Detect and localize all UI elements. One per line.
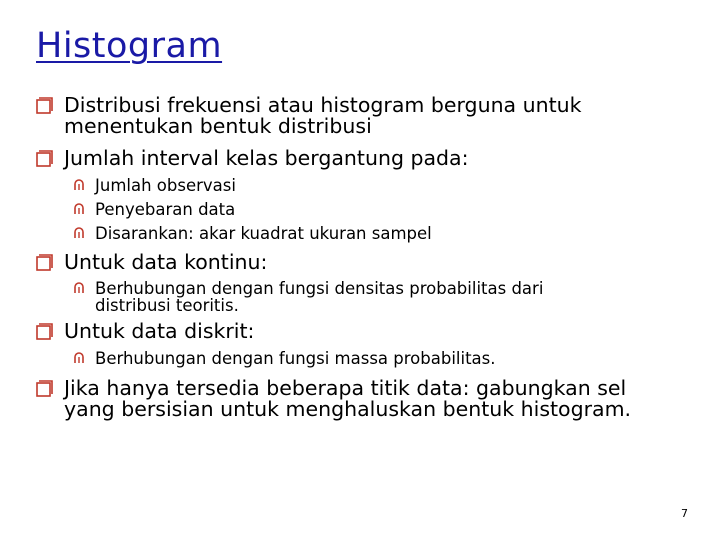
ring-bullet-icon [73,227,85,239]
square-bullet-icon [36,150,53,167]
ring-bullet-icon [73,282,85,294]
bullet-text: Untuk data kontinu: [64,250,268,274]
square-bullet-icon [36,254,53,271]
square-bullet-icon [36,380,53,397]
ring-bullet-icon [73,179,85,191]
sub-bullet-item [73,225,695,242]
square-bullet-icon [36,323,53,340]
sub-bullet-text: Jumlah observasi [95,176,236,195]
sub-bullet-item [73,201,695,218]
slide-title: Histogram [36,26,223,66]
bullet-text: Jumlah interval kelas bergantung pada: [64,146,469,170]
sub-bullet-text: Berhubungan dengan fungsi massa probabilitas. [95,349,496,368]
ring-bullet-icon [73,352,85,364]
page-number: 7 [681,507,688,520]
bullet-item [36,252,704,273]
sub-bullet-text: Penyebaran data [95,200,236,219]
bullet-text: Untuk data diskrit: [64,319,255,343]
bullet-item [36,148,704,169]
sub-bullet-item [73,177,695,194]
square-bullet-icon [36,97,53,114]
bullet-text: Jika hanya tersedia beberapa titik data: gabungkan sel yang bersisian untuk menghaluskan bentuk histogram. [64,376,632,421]
sub-bullet-item [73,350,695,367]
ring-bullet-icon [73,203,85,215]
sub-bullet-text: Berhubungan dengan fungsi densitas probabilitas dari distribusi teoritis. [95,279,544,315]
bullet-text: Distribusi frekuensi atau histogram berguna untuk menentukan bentuk distribusi [64,93,582,138]
sub-bullet-item [73,280,615,314]
sub-bullet-text: Disarankan: akar kuadrat ukuran sampel [95,224,432,243]
bullet-item [36,95,664,137]
bullet-item [36,378,654,420]
bullet-item [36,321,704,342]
